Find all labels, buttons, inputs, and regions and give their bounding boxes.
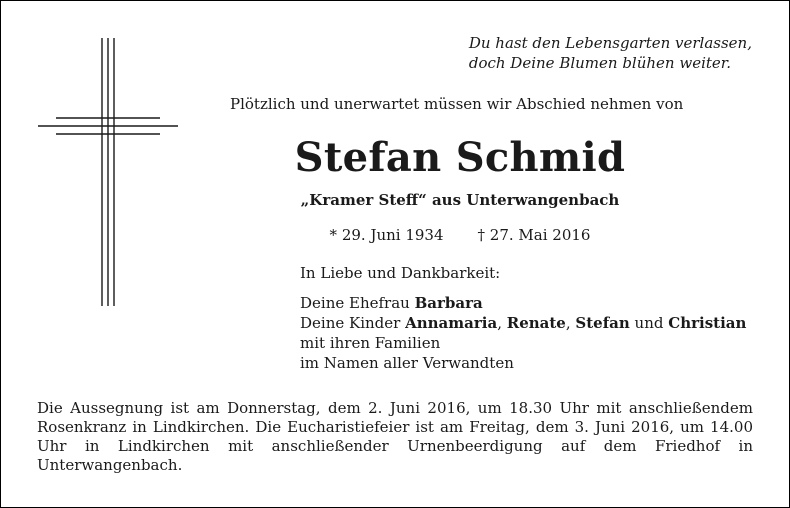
motto-quote	[469, 33, 752, 73]
motto-line-2: doch Deine Blumen blühen weiter.	[468, 54, 732, 72]
deceased-name: Stefan Schmid	[294, 134, 626, 181]
deceased-nickname: „Kramer Steff“ aus Unterwangenbach	[300, 191, 620, 209]
child-name: Annamaria	[405, 314, 498, 332]
motto-line-1: Du hast den Lebensgarten verlassen,	[468, 34, 752, 52]
life-dates	[180, 226, 740, 244]
relatives-line: im Namen aller Verwandten	[300, 354, 514, 372]
mourners-heading: In Liebe und Dankbarkeit:	[300, 264, 501, 282]
separator: ,	[497, 314, 507, 332]
mourners-block	[300, 263, 746, 373]
wife-line	[300, 293, 746, 313]
children-prefix: Deine Kinder	[300, 314, 406, 332]
children-line	[300, 313, 746, 333]
funeral-notice: Die Aussegnung ist am Donnerstag, dem 2. Juni 2016, um 18.30 Uhr mit anschließendem Rosenkranz in Lindkirchen. Die Eucharistiefeier ist am Freitag, dem 3. Juni 2016, um 14.00 Uhr in Lindkirchen mit anschließender Urnenbeerdigung auf dem Friedhof in Unterwangenbach.	[37, 399, 753, 474]
child-name: Stefan	[575, 314, 630, 332]
conjunction: und	[629, 314, 669, 332]
wife-name: Barbara	[414, 294, 483, 312]
death-date: † 27. Mai 2016	[477, 226, 591, 244]
child-name: Renate	[506, 314, 566, 332]
child-name: Christian	[668, 314, 747, 332]
cross-icon	[38, 38, 178, 306]
families-line: mit ihren Familien	[300, 334, 441, 352]
wife-prefix: Deine Ehefrau	[300, 294, 415, 312]
separator: ,	[565, 314, 576, 332]
intro-text: Plötzlich und unerwartet müssen wir Abschied nehmen von	[230, 95, 684, 113]
birth-date: * 29. Juni 1934	[329, 226, 444, 244]
